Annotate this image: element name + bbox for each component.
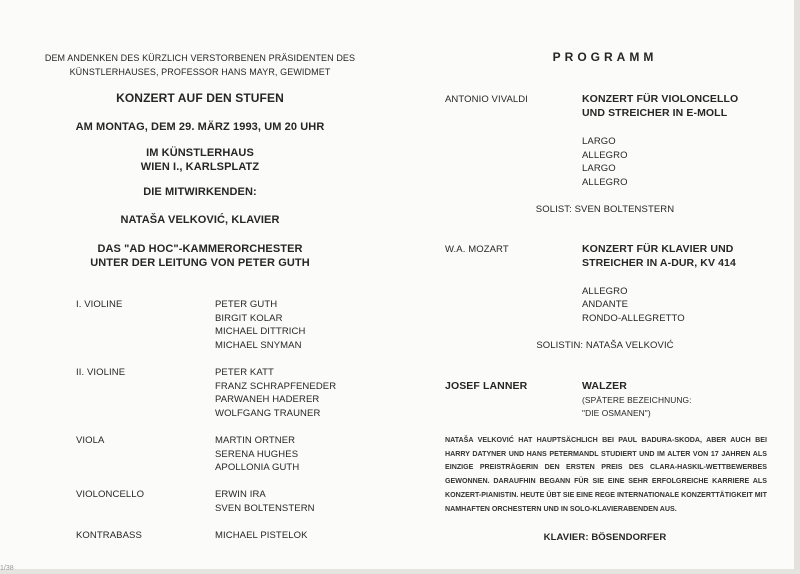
member: PETER GUTH bbox=[215, 299, 278, 310]
movement: ALLEGRO bbox=[582, 177, 628, 188]
movement: ANDANTE bbox=[582, 299, 629, 310]
movement: ALLEGRO bbox=[582, 286, 628, 297]
venue-line-2: WIEN I., KARLSPLATZ bbox=[140, 161, 260, 173]
movement: ALLEGRO bbox=[582, 150, 628, 161]
section-name-kontrabass: KONTRABASS bbox=[76, 530, 142, 541]
member: MARTIN ORTNER bbox=[215, 435, 296, 446]
section-name-violine-1: I. VIOLINE bbox=[76, 299, 123, 310]
movement: LARGO bbox=[582, 136, 616, 147]
composer-vivaldi: ANTONIO VIVALDI bbox=[445, 94, 528, 105]
member: SVEN BOLTENSTERN bbox=[215, 503, 315, 514]
movement: RONDO-ALLEGRETTO bbox=[582, 313, 685, 324]
piece-title-line-2: STREICHER IN A-DUR, KV 414 bbox=[582, 257, 736, 269]
concert-date: AM MONTAG, DEM 29. MÄRZ 1993, UM 20 UHR bbox=[75, 121, 325, 133]
section-name-violoncello: VIOLONCELLO bbox=[76, 489, 145, 500]
orchestra-line-1: DAS "AD HOC"-KAMMERORCHESTER bbox=[97, 243, 303, 255]
piece-title-line-1: WALZER bbox=[582, 380, 627, 392]
composer-mozart: W.A. MOZART bbox=[445, 244, 509, 255]
piece-title-line-1: KONZERT FÜR KLAVIER UND bbox=[582, 243, 734, 255]
page-mark: 1/38 bbox=[0, 565, 14, 572]
piece-note: (SPÄTERE BEZEICHNUNG: bbox=[582, 395, 692, 405]
member: PARWANEH HADERER bbox=[215, 394, 320, 405]
soloist-credit: SOLISTIN: NATAŠA VELKOVIĆ bbox=[536, 340, 674, 351]
member: FRANZ SCHRAPFENEDER bbox=[215, 381, 337, 392]
piano-credit: KLAVIER: BÖSENDORFER bbox=[543, 532, 667, 543]
member: MICHAEL DITTRICH bbox=[215, 326, 306, 337]
page-edge-bottom bbox=[0, 569, 800, 574]
piece-title-line-1: KONZERT FÜR VIOLONCELLO bbox=[582, 93, 739, 105]
member: SERENA HUGHES bbox=[215, 449, 299, 460]
page-edge bbox=[794, 0, 800, 574]
movement: LARGO bbox=[582, 163, 616, 174]
member: MICHAEL SNYMAN bbox=[215, 340, 302, 351]
soloist-credit: SOLIST: SVEN BOLTENSTERN bbox=[535, 204, 675, 215]
section-name-viola: VIOLA bbox=[76, 435, 105, 446]
piece-title-line-2: UND STREICHER IN E-MOLL bbox=[582, 107, 728, 119]
member: PETER KATT bbox=[215, 367, 274, 378]
dedication-line-1: DEM ANDENKEN DES KÜRZLICH VERSTORBENEN PRÄSIDENTEN DES bbox=[44, 53, 356, 63]
venue-line-1: IM KÜNSTLERHAUS bbox=[146, 147, 254, 159]
piece-note: "DIE OSMANEN") bbox=[582, 408, 651, 418]
member: WOLFGANG TRAUNER bbox=[215, 408, 321, 419]
composer-lanner: JOSEF LANNER bbox=[445, 380, 528, 392]
section-name-violine-2: II. VIOLINE bbox=[76, 367, 126, 378]
member: BIRGIT KOLAR bbox=[215, 313, 283, 324]
soloist-line: NATAŠA VELKOVIĆ, KLAVIER bbox=[120, 214, 280, 226]
programm-heading: PROGRAMM bbox=[552, 50, 658, 64]
member: ERWIN IRA bbox=[215, 489, 266, 500]
soloist-biography: NATAŠA VELKOVIĆ HAT HAUPTSÄCHLICH BEI PAUL BADURA-SKODA, ABER AUCH BEI HARRY DATYNER UND HANS PETERMANDL STUDIERT UND IM ALTER VON 17 JAHREN ALS EINZIGE PREISTRÄGERIN DEN ERSTEN PREIS DES CLARA-HASKIL-WETTBEWERBES GEWONNEN. DARAUFHIN BEGANN FÜR SIE EINE SEHR ERFOLGREICHE KARRIERE ALS KONZERT-PIANISTIN. HEUTE ÜBT SIE EINE REGE INTERNATIONALE KONZERTTÄTIGKEIT MIT NAMHAFTEN ORCHESTERN UND IN SOLO-KLAVIERABENDEN AUS. bbox=[445, 436, 767, 513]
concert-title: KONZERT AUF DEN STUFEN bbox=[116, 91, 284, 105]
dedication-line-2: KÜNSTLERHAUSES, PROFESSOR HANS MAYR, GEWIDMET bbox=[69, 67, 331, 77]
member: APOLLONIA GUTH bbox=[215, 462, 300, 473]
member: MICHAEL PISTELOK bbox=[215, 530, 308, 541]
orchestra-line-2: UNTER DER LEITUNG VON PETER GUTH bbox=[90, 257, 310, 269]
participants-heading: DIE MITWIRKENDEN: bbox=[143, 186, 257, 198]
